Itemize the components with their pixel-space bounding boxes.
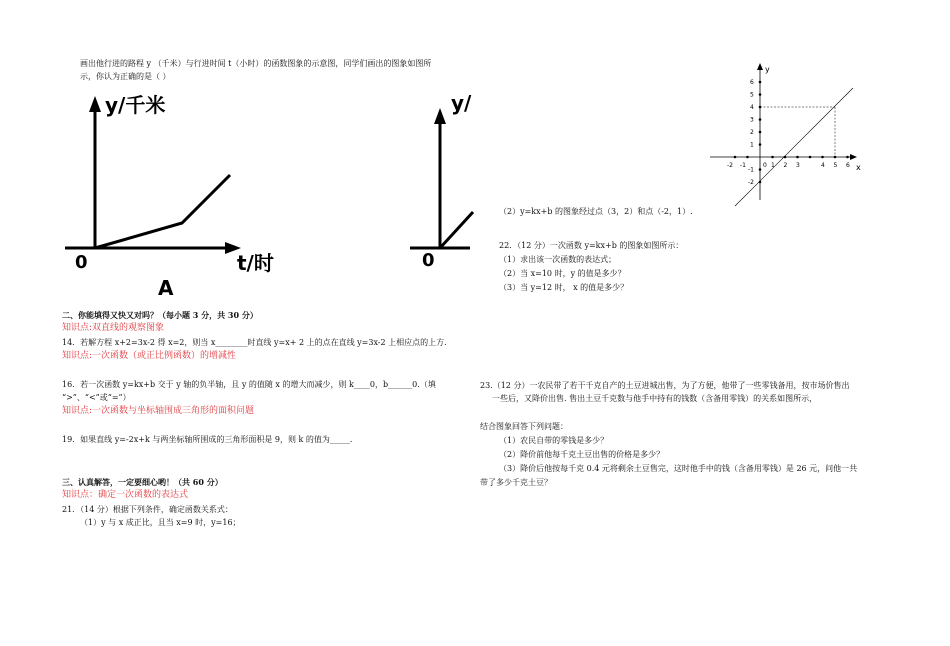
y-tick-3: 3	[750, 116, 754, 124]
x-tick-3: 3	[796, 162, 800, 169]
question-22: 22．（12 分）一次函数 y=kx+b 的图象如图所示：	[499, 241, 684, 250]
graph-b-y-arrow	[434, 108, 446, 124]
y-tick-4: 4	[750, 104, 754, 111]
question-23-part-3-line-1: （3）降价后他按每千克 0.4 元将剩余土豆售完，这时他手中的钱（含备用零钱）是 26 元，问他一共	[499, 464, 858, 473]
coordinate-graph	[705, 60, 875, 210]
x-tick-neg1: -1	[740, 162, 746, 169]
x-tick-1: 1	[771, 162, 775, 169]
question-23-part-3-line-2: 带了多少千克土豆？	[480, 478, 552, 487]
graph-b-line	[440, 212, 473, 248]
graph-a-xlabel: t/时	[237, 251, 274, 275]
coord-y-axis-label: y	[765, 65, 770, 74]
question-22-part-1: （1）求出该一次函数的表达式；	[499, 255, 617, 264]
graph-a-ylabel: y/千米	[105, 93, 166, 117]
x-tick-neg2: -2	[727, 162, 733, 169]
knowledge-point-1: 知识点:双直线的观察图象	[62, 323, 165, 333]
question-22-part-2: （2）当 x=10 时，y 的值是多少？	[499, 269, 626, 278]
x-tick-4: 4	[821, 162, 825, 169]
coord-x-axis-label: x	[856, 163, 861, 172]
section-3-heading: 三、认真解答，一定要细心哟！（共 60 分）	[62, 477, 223, 487]
graph-a-caption: A	[158, 276, 174, 300]
y-tick-2: 2	[750, 129, 754, 136]
question-23-line-1: 23.（12 分）一农民带了若干千克自产的土豆进城出售，为了方便，他带了一些零钱备用，按市场价售出	[480, 381, 850, 390]
knowledge-point-2: 知识点:一次函数（或正比例函数）的增减性	[62, 351, 237, 361]
x-tick-2: 2	[783, 162, 788, 169]
x-tick-6: 6	[846, 162, 850, 169]
question-21-part-1: （1）y 与 x 成正比，且当 x=9 时，y=16；	[80, 518, 241, 527]
question-16-line-1: 16．若一次函数 y=kx+b 交于 y 轴的负半轴，且 y 的值随 x 的增大而减少，则 k____0，b______0.（填	[62, 380, 436, 389]
question-23-part-1: （1）农民自带的零钱是多少？	[499, 436, 609, 445]
question-14: 14．若解方程 x+2=3x-2 得 x=2，则当 x________时直线 y=x+ 2 上的点在直线 y=3x-2 上相应点的上方.	[62, 338, 447, 347]
question-23-intro: 结合图象回答下列问题：	[480, 422, 568, 431]
graph-a	[55, 90, 295, 300]
question-21-part-2: （2）y=kx+b 的图象经过点（3，2）和点（-2，1）.	[499, 207, 693, 216]
y-tick-6: 6	[750, 79, 754, 86]
coord-x-arrow	[850, 154, 857, 160]
coord-y-arrow	[757, 63, 763, 70]
question-16-line-2: “>”、“<”或“=”）	[62, 393, 131, 402]
y-tick-5: 5	[750, 91, 754, 99]
knowledge-point-3: 知识点:一次函数与坐标轴围成三角形的面积问题	[62, 406, 255, 416]
intro-line-1: 画出他行进的路程 y （千米）与行进时间 t（小时）的函数图象的示意图，同学们画出的图象如图所	[80, 59, 432, 68]
question-22-part-3: （3）当 y=12 时， x 的值是多少？	[499, 283, 629, 292]
graph-b	[405, 90, 495, 290]
x-tick-5: 5	[833, 162, 838, 169]
graph-b-origin: 0	[422, 250, 435, 271]
x-tick-0: 0	[763, 162, 767, 169]
question-21: 21．（14 分）根据下列条件，确定函数关系式：	[62, 505, 233, 514]
graph-b-ylabel: y/	[451, 91, 472, 115]
question-23-part-2: （2）降价前他每千克土豆出售的价格是多少？	[499, 450, 665, 459]
y-tick-1: 1	[750, 141, 754, 149]
question-19: 19．如果直线 y=-2x+k 与两坐标轴所围成的三角形面积是 9，则 k 的值为_____.	[62, 435, 353, 444]
graph-a-y-arrow	[89, 96, 101, 112]
intro-line-2: 示，你认为正确的是（ ）	[80, 72, 171, 81]
y-tick-neg2: -2	[748, 179, 754, 186]
knowledge-point-4: 知识点：确定一次函数的表达式	[62, 490, 189, 500]
graph-a-line	[95, 175, 230, 248]
graph-a-origin: 0	[75, 252, 88, 273]
section-2-heading: 二、你能填得又快又对吗？（每小题 3 分，共 30 分）	[62, 310, 258, 320]
y-tick-neg1: -1	[748, 166, 754, 174]
question-23-line-2: 一些后，又降价出售. 售出土豆千克数与他手中持有的钱数（含备用零钱）的关系如图所示，	[492, 394, 818, 403]
